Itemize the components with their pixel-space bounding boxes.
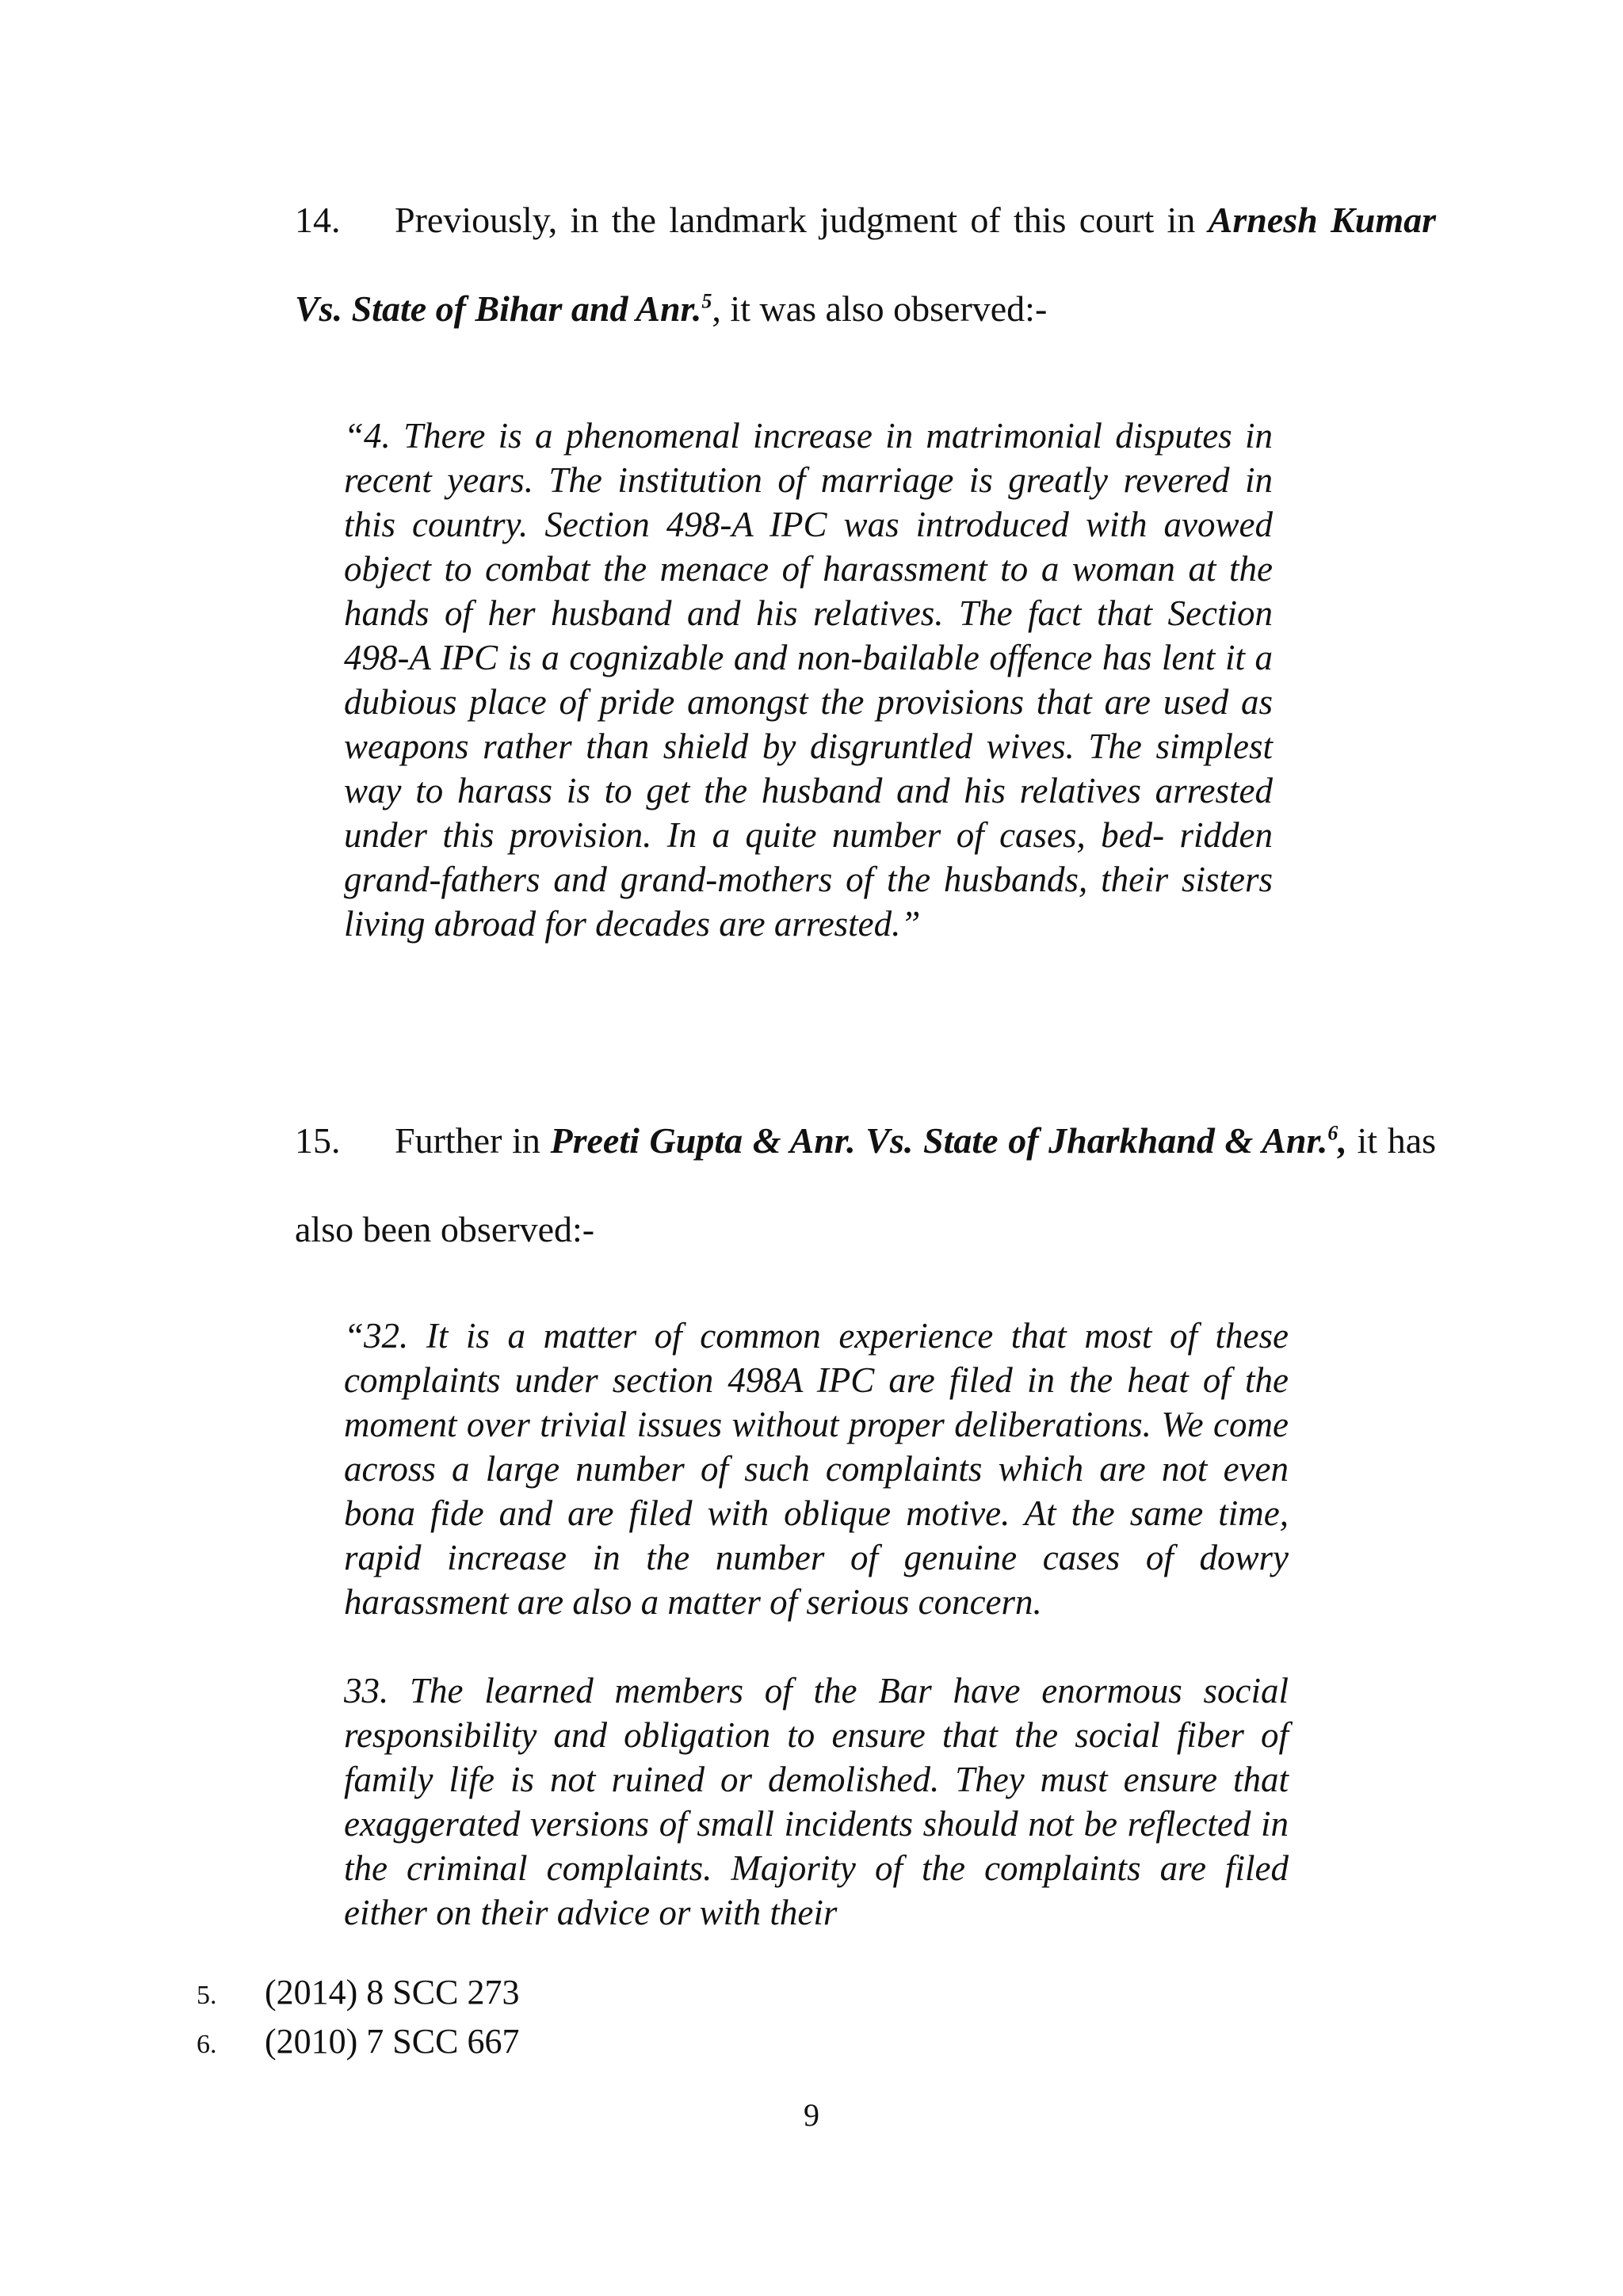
case-name: Arnesh Kumar Vs. State of Bihar and Anr.: [295, 200, 1437, 329]
footnote: [197, 2019, 519, 2068]
paragraph-15: [295, 1097, 1436, 1274]
paragraph-text: Further in: [395, 1120, 540, 1161]
page-number: 9: [804, 2097, 819, 2133]
paragraph-14: [295, 176, 1436, 353]
footnote-reference: 6: [1327, 1121, 1338, 1145]
case-suffix: ,: [1338, 1120, 1347, 1161]
footnote-reference: 5: [701, 289, 712, 313]
quote-paragraph: “4. There is a phenomenal increase in matrimonial disputes in recent years. The institution of marriage is greatly revered in this country. Section 498-A IPC was introduced with avowed object to combat the menace of harassment to a woman at the hands of her husband and his relatives. The fact that Section 498-A IPC is a cognizable and non-bailable offence has lent it a dubious place of pride amongst the provisions that are used as weapons rather than shield by disgruntled wives. The simplest way to harass is to get the husband and his relatives arrested under this provision. In a quite number of cases, bed- ridden grand-fathers and grand-mothers of the husbands, their sisters living abroad for decades are arrested.”: [344, 416, 1273, 944]
quote-paragraph: 33. The learned members of the Bar have enormous social responsibility and obligation to ensure that the social fiber of family life is not ruined or demolished. They must ensure that exaggerated versions of small incidents should not be reflected in the criminal complaints. Majority of the complaints are filed either on their advice or with their: [344, 1671, 1289, 1932]
footnote-citation: (2014) 8 SCC 273: [265, 1973, 520, 2012]
quote-paragraph: “32. It is a matter of common experience that most of these complaints under section 498A IPC are filed in the heat of the moment over trivial issues without proper deliberations. We come across a large number of such complaints which are not even bona fide and are filed with oblique motive. At the same time, rapid increase in the number of genuine cases of dowry harassment are also a matter of serious concern.: [344, 1316, 1289, 1622]
paragraph-number: 15.: [295, 1120, 341, 1161]
paragraph-text: it has also been observed:-: [295, 1120, 1437, 1249]
case-name: Preeti Gupta & Anr. Vs. State of Jharkhand & Anr.: [550, 1120, 1328, 1161]
footnotes: [197, 1970, 519, 2068]
footnote: [197, 1970, 519, 2019]
paragraph-number: 14.: [295, 200, 341, 240]
footnote-number: 6.: [197, 2030, 217, 2059]
footnote-citation: (2010) 7 SCC 667: [265, 2022, 520, 2061]
footnote-number: 5.: [197, 1981, 217, 2010]
block-quote: [344, 414, 1273, 946]
block-quote: [344, 1314, 1289, 1935]
paragraph-text: Previously, in the landmark judgment of this court in: [395, 200, 1196, 240]
paragraph-text: , it was also observed:-: [712, 288, 1048, 329]
